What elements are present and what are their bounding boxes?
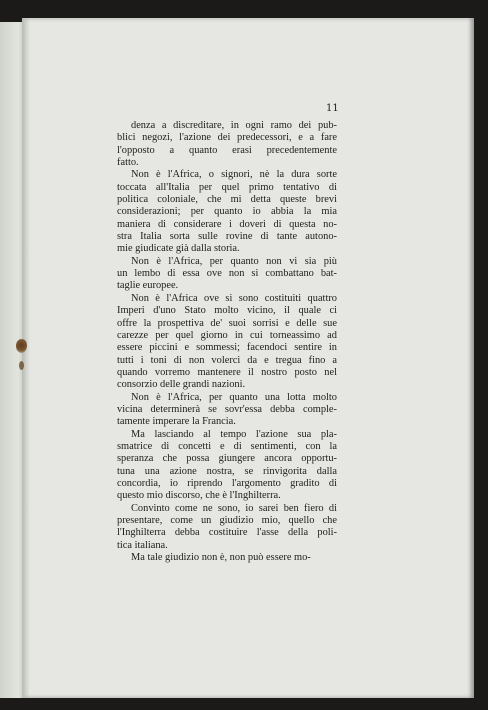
page-number: 11 (326, 103, 339, 114)
text-line: Imperi d'uno Stato molto vicino, il quale ci (117, 305, 337, 317)
text-line: un lembo di essa ove non si combattano bat- (117, 268, 337, 280)
text-line: denza a discreditare, in ogni ramo dei pub- (131, 120, 337, 131)
text-line: carezze per quel giorno in cui torneassimo ad (117, 329, 337, 341)
text-line: considerazioni; per quanto io abbia la mia (117, 206, 337, 218)
body-text (117, 120, 337, 564)
text-line: tutti i toni di non volerci da e tregua fino a (117, 354, 337, 366)
text-line: tamente imperare la Francia. (117, 416, 236, 428)
text-line: concordia, io riprendo l'argomento gradito di (117, 477, 337, 489)
text-line: Non è l'Africa ove si sono costituiti quattro (131, 292, 337, 304)
text-line: politica coloniale, che mi detta queste brevi (117, 194, 337, 206)
text-line: blici negozi, l'azione dei predecessori, e a fare (117, 132, 337, 144)
text-line: toccata all'Italia per quel primo tentativo di (117, 181, 337, 193)
text-line: offre la prospettiva de' suoi sorrisi e delle sue (117, 317, 337, 329)
text-line: tuna una azione nostra, se rinvigorita dalla (117, 465, 337, 477)
text-line: Non è l'Africa, per quanto non vi sia più (131, 255, 337, 267)
text-line: mie giudicate già dalla storia. (117, 243, 240, 255)
text-line: Ma lasciando al tempo l'azione sua pla- (131, 428, 337, 440)
text-line: Non è l'Africa, o signori, nè la dura sorte (131, 169, 337, 181)
text-line: vicina determinerà se sovr'essa debba comple- (117, 403, 337, 415)
text-line: tica italiana. (117, 539, 168, 551)
text-line: speranza che possa giungere ancora opportu- (117, 453, 337, 465)
text-line: maniera di considerare i doveri di questa no- (117, 218, 337, 230)
paragraph (117, 392, 337, 429)
text-line: smatrice di concetti e di sentimenti, con la (117, 440, 337, 452)
binding-stain-small (19, 361, 24, 370)
text-line: Ma tale giudizio non è, non può essere mo- (131, 552, 311, 564)
page-gutter-shadow (22, 18, 30, 698)
text-line: essere piccini e sommessi; facendoci sentire in (117, 342, 337, 354)
paragraph (117, 169, 337, 255)
paragraph (117, 429, 337, 503)
text-line: presentare, come un giudizio mio, quello che (117, 515, 337, 526)
text-line: stra Italia sorta sulle rovine di tante autono- (117, 231, 337, 243)
paragraph (117, 256, 337, 293)
paragraph (117, 293, 337, 392)
text-line: quando vorremo mantenere il nostro posto nel (117, 366, 337, 378)
text-line: taglie europee. (117, 280, 179, 292)
paragraph (117, 552, 337, 564)
text-line: l'Inghilterra debba costituire l'asse della poli- (117, 527, 337, 539)
text-line: l'opposto a quanto erasi precedentemente (117, 144, 337, 156)
paragraph (117, 503, 337, 552)
text-line: fatto. (117, 157, 139, 169)
paragraph (117, 120, 337, 169)
text-line: consorzio delle grandi nazioni. (117, 379, 246, 391)
text-line: Non è l'Africa, per quanto una lotta molto (131, 391, 337, 403)
text-line: Convinto come ne sono, io sarei ben fiero di (131, 502, 337, 514)
text-line: questo mio discorso, che è l'Inghilterra. (117, 490, 281, 502)
